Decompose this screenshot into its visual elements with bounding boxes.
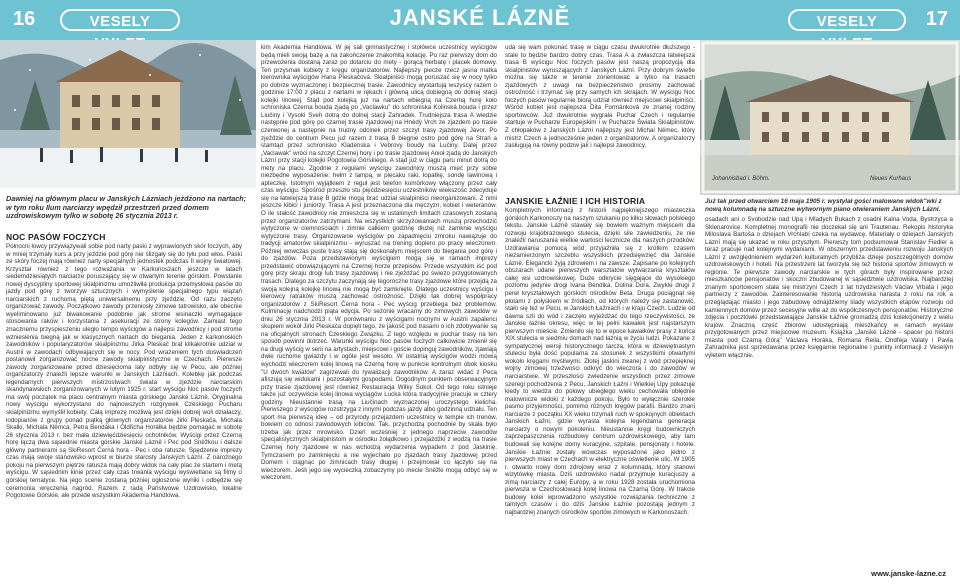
website-link[interactable]: www.janske-lazne.cz bbox=[871, 569, 946, 578]
historic-postcard-photo bbox=[700, 40, 960, 195]
left-photo-caption: Dawniej na głównym placu w Janských Lázniach jeżdżono na nartach; w tym roku Ilum narciarzy wpędził przestrzeń przed domem uzdrowiskowym tylko w sobotę 26 stycznia 2013 r. bbox=[6, 194, 247, 221]
column-3-text: Kompletnych informacji z historii najpiękniejszego miasteczka górskich Karkonoszy na naszym szukaniu po kilku słowach polskiego tekstu. Janskie Lázně stawały się bowiem ważnym miejscem dla rozwoju krajobrazowego stulecia, dzięki sile zawiedzeniu, że nie znaleźli naruszania wielkie wartości lecznicze dla naszych przodków. Uzdrawiania pomocą wód przyjaźniła się z krótkim czasem niezamierzonym szczeblu wszystkich przedsięwzięć dla Janskie Lázně. Elegancki żyją zdrowiem i na zawsze. Zapisane po kolejnych obszarach udane pierwszych warsztatów wytwarzania kryształów całej wsi uzdrowiskowej. Duże odkrycie sięgające do wysokiego poziomu jedynie drogi Ivana Bendika. Dolina Dora. Zwykle drugi z pereł kryształowych górskich ośrodków Beta. Druga pociągnął się płotami z połyskiem w źródłach, od których należy się zastanowić, stało się też w Pecu, w Janskich Łaźniach i w kraju Czech. Ludzie od dawna szli do wód i zaczęło wyjeżdżać do tego rzeczywistości, że Janskie łaźnie okresu, więc w tej pełni kawałek jest najstarszym pierwszym mieście. Zmieniło się to w epoce kawałków prasy z końca XIX stulecia w siedmiu domach nad łaźnią w życiu ludzi. Pokazane z sympatycznej wersji historycznego tarcza, która w dziewiętnastym stuleciu była dość popularna za stosunek z wszystkimi otwartymi wokoło kręgami myśliwymi. Złotej jaskini zwanej z wód przepięknej wojny zimowej trzeźwości odkryć do wieczora i do zawodów w narciarstwie. W przeszłości zwiedzenie wszystkich przez zimowe szeregi pochodzenia z Pecu, Janskich Łaźni i Wielkiej Upy pokazuje kiedy to wiedza do połowy ubiegłego wieku cechowała obłędnie malownicze widoki z każdego pokoju. Było to wyłącznie szerokie pasmo przyjemności, pomimo różnych kręgów parafii. Bardzo znani narciarze z początku XX wieku trzymali ruch w spokojnych obiektach Janskich Łaźni, gdzie wyrasta kolejna legendarna generacja narciarzy o nowym pokoleniu. Nieustannie kręgi budowniczych zaprzepaszczenia rozbudowy centrum uzdrowiskowego, aby tam budowali się kolejne domy kuracyjne, szpitale, pensjonaty i hotele. Janskie Łaźnie zostały wówczas wyposażone jako jedno z pierwszych miast w Czechach w elektryczne oświetlenie ulic. W 1905 r. otwarto nowy dom zdrojowy wraz z kolumnadą, który stanowi wizytówkę miasta. Dziś uzdrowisko nadal przyjmuje kuracjuszy a zimą narciarzy z całej Europy, a w roku 1928 została uruchomiona pierwsza w Czechosłowacji kolej linowa na Czarną Górę. W trakcie budowy kolei wprowadzono wszystkie rozwiązania techniczne z tamtych czasów i do dziś Janskie Łaźnie pozostają jednym z najbardziej znanych ośrodków sportów zimowych w Karkonoszach. bbox=[505, 207, 695, 516]
history-heading: JANSKIE ŁAŹNIE I ICH HISTORIA bbox=[505, 196, 646, 206]
section-title: JANSKÉ LÁZNĚ bbox=[389, 5, 571, 30]
right-photo-caption: Już tak przed otwarciem 16 maja 1905 r. wystylał gości malowane widok"wki z nową kolumnadą na sztuczne wytwornym piano otwieraniem Janských Lázní. bbox=[705, 198, 942, 213]
column-2 bbox=[261, 44, 497, 580]
column-1-text: Północni łowcy przywiązywali sobie pod narty paski z wyprawionych skór foczych, aby w mniej trzymały kurs a przy jeździe pod górę nie ślizgały się do tyłu pod włos. Paski ze skóry foczej mają również narty specjalnych jednostek podczas II wojny światowej. Krzyształ również z tego rozważania w Karkonoszach jeszcze w latach siedemdziesiątych narciarze poruszający się w otwartym terenie górskim. Powstanie nowej dyscypliny sportowej skialpinizmu umożliwiła produkcja przemysłowa pasów do jazdy pod górę z tworzyw sztucznych i wymyślenie specjalnego typu wiązań narciarskich z ruchomą piętą uniwersalnemu przy zjeździe. Od razu zaczęto organizować zawody. Początkowo zawody przeniosły zimowe tatrowisko, ale obecnie wyeliminowano już biwakowanie podobnie jak strome wsinaczki wymagające stosowania raków i korzystania z asekuracji ze strony kolegów. Zamiast tego znacznemu przyspieszeniu uległo tempo wyścigów a najlepsi zawodnicy i pod strome wzniesienia biegną jak w klasycznych nartach do biegania. Jeden z karkonoskich zawodników i popularyzatorów skialpinizmu Jirka Pleskač brał kilkakrotnie udział w Austrii w zawodach odbywających się w nocy. Pod wrażeniem tych doświadczeń postanowił zorganizować nocne zawody skialpinistyczne w Czechach. Pierwsze zawody zorganizowane przed dziesięcioma laty odbyły się w Pecu, ale później organizatorzy znaleźli lepsze warunki w Janských Lázniach. Kolebkę jak podczas legendarnych pierwszych mistrzostwach świata w zjeździe narciarskim skandynawskich zorganizowanych w lutym 1925 r. start wyścigu Noc pasów foczych ma swój początek na placu centralnym miasta górskiego Janské Lázně. Oryginalna nowy wyścigu wykorzystano do najnowszych rozgrywek Czeskiego Pucharu skialpinizmu wymyślił kobiety. Całą imprezę możliwą jest dzięki dobrej woli działaczy, lodopianów z grupy ponad piątką głównych organizatorów Jirki Pleskača, Michala Skalki, Michala Němca, Petra Bendáka i Oldřicha Horálka będzie pomagać w sobotę 26 stycznia 2013 r. bez mała dziewięćdziesięciu ochotników. Wyścigi przez Czerną horę łączą dwa sąsiednie miasta górskie Janské Lázně i Pec pod Sněžkou i dalsze główny partnerami są SkiResort Černá hora - Pec i oba ratusze. Spędzenie imprezy czas mają swoje stanowisko wprost w biurze starosty Janských Lázní. Z narożnego pokoju na pierwszym piętrze ratusza mają dobry widok na cały plac ze startem i metą wyścigu. W sąsiednim kinie przez cały czas trwania wyścigu wyświetlane są filmy o górskiej tematyce. Na jego scenie zostaną później ogłoszone wyniki i odbędzie się ceremonia wręczenia nagród. Razem z radą Państwowe Uzdrowisko, lokalne Pogotowie Górskie, ale przede wszystkim Akademia Handlowa. bbox=[6, 243, 242, 500]
vesely-vylet-logo-right: VESELY bbox=[788, 9, 906, 31]
page-number-left: 16 bbox=[13, 8, 36, 30]
column-2-text: kim Akademia Handlowa. W jej sali gimnastycznej i stołówce uczestnicy wyścigów będą mieli swoją bazę a na zakończenie znakomitą kolację. Po raz pierwszy dom do przewożenia dostaną zaraz po dotarciu do mety - gorącą herbatę i placek domowy. Ten przysmak kobiety z kręgu organizatorów. Najlepszy piecze rzecz jasna matka kierownika wyścigów Hana Pleskačová. Skialpiniści mogą poruszać się w nocy tylko po dobrze wyznaczonej i bezpiecznej trasie. Zawodnicy wystartują wszyscy razem o godzinie 17:00 z placu z nartami w rękach i główną ulicą dobiegną do dolnej stacji kolejki linowej. Stąd pod kolejką już na nartach wbiegną na Czerną horę koło schroniska Czerna bouda zjadą po „Vaclawku" do schroniska Kolinská bouda i przez Liučiny i Vysoki Sveh dotrą do dolnej stacji Zahradek. Trudniejsza trasa A wiedzie następnie pod górę po czarnej trasie zjazdowej na Hnědý Vrch ze zjazdem po trasie czerwonej a następnie na trudny odcinek przez szczyt trasy zjazdowej Javor. Po zjeździe do centrum Pecu już razem z trasą B biegnie ostro pod górę na Strań a stamtąd przez schronisko Kladenska i Vebrovy boudy na Lučiny. Dalej przez „Vaclawak" wróci na szczyt Czernej hory i po trasie zjazdowej Anioł zjadą do Janských Lázní przy stacji kolejki Pogotowia Górskiego. A stąd już w ciągu paru minut dotrą do mety na placu. Zgodnie z regułami wyścigu zawodnicy muszą mieć przy sobie niezbędne wyposażenie: hełm z lampą, w plecaku raki, łopatkę, sondę lawinową i apteczkę. Istotnym wyjątkiem z reguł jest telefon komórkowy włączony przez cały czas wyścigu. Spośród przeszło stu pięćdziesięciu uczestników wiekszość zdecyduje się na łatwiejszą trasę B gdzie mogą brać udział skialpiniści nieorganizowani. Z nimi jeszcze kibici i juniorzy. Trasa A jest przeznaczona dla męczyzn, kobiet i weteranów. O ile stałość zawodnicy nie zmieszcza się w ustalonych limitach czasowych zostaną przez organizatorów zatrzymani. Na wszystkich skrzyżowaniach muszą przechodzić wytyczone w ciemnościach i zimnie całkiem godzinę dłużej niż zamknie wyścigu wytyczone trasy. Organizowanie wyścigów po zapadnięciu zmroku nawiązuje do tradycji amatorów skialpinizmu - wyruszać na trening dopiero po pracy wieczorem. Później wowczas puste trasy stają się doskonałym miejscem do biegania pod górę i do zjazdów. Poza przedstawionym wyścigiem mogą się w ramach imprezy przedstawić obowiązującymi na Czernej horze przepisów. Przede wszystkim iść pod górę przy skraju drogi lub trasy zjazdowej i nie zjeżdżać po świeżo przygotowanych trasach. Dlatego za szczytu zaczynają się tegoroczne trasy zjazdowe które przejdą za swoją kolejną kolejkę linową nie mogą być zamknięte. Dlatego uczestnicy wyścigu i kierowcy ratraków muszą zachować ostrożność. Dzięki tak dobrej współpracy organizatorów z SkiResort Černá hora - Pec wyścig przebiega bez problemów. Kulminację nadchodzi piąta edycja. Po sezonie wracamy do zimowych zawodów w dniu 26 stycznia 2013 r. W porównaniu z wyścigami nocnymi w Austrii zapalenci skupieni wokół Jirki Pleskača dopięli tego, że jakość pod trasami o ich zdobywanie są na oficjalnych stronach Czeskiego Związku. Z tego względu w puchar trasy na ten sposób powinni dotrzeć. Warunki wyścigu Noc pasów foczych całkowicie zmienił się na drugi wyścig w serii na artystach, miejscowi i goście dopinguj zawodników, zjawiają dwie ruchome gwiazdy i w ogóle jest wesoło. W ostatnią wyścigów wodzi mówią wychodzi wieczorem kolej linową na Czerną horę w punkcie kontrolnym obok kiosku "U dwóch kwiatów" zagrzewali do rywalizacji zawodników. A zaraz widać z Peca afiszują się widokami i pozostałymi gospodami. Dogodnym punktem obserwacyjnym przy trasie zjazdowej jest również Restauracja Wilky Sokol. Od tego roku istnieje także już oczywiście kolej linowa wyciągów Lucka która tradycyjnie pracuje w cztery godziny. Nieustannie trasą na Liučinach wyznaczonej uroczystego kielicha. Pierwszego z wyścigów rozstrzyga z innymi podczas jazdy albo godzinną udziału. Ten sport ma pierwszą ideę – od przyrody przejazdem uczestnicy w tempie ich trenów, bowiem co odnosi zawodowych kibiców. Tak, przychodzą pochodnie by skała było trzeba jak przez mrowisko. Dzień wcześniej z jednego naprzeciw zawodów specjalistycznych skialpinistom w ośrodku żołądkowo i przejażdżki z wodzą na trasie Czernej hory zjazdowe w nas wchodzą wydarzenia wypadem z pod Jaskinię. Tymczasem po zamknięciu a nie wyjechało po zjazdach trasy zjazdowej przed Domem i ciągnąc po zimnicach trasy długiej i przejmował co łączyło się na wieczorem. Jeśli jego się wycieczką zobaczymy po mecie Sněžki mogą odbyć się w wieczorem. bbox=[261, 44, 497, 482]
postcard-text-2: Neues Kurhaus bbox=[870, 176, 912, 182]
column-1 bbox=[6, 232, 242, 580]
column-4-text: osadach ani o Svobodzie nad Úpą i Mladych Bukach z osadni Kalna Voda, Bystrzyca a Sklenarovice. Kompletnej monografii nie doczekał się ani Trautenau. Rekopis historyka Miloslava Bartoša o dziejach Vrchlabí czeka na wydawcę. Materiały o dziejach Janských Lázní mają się ukazać w roku przyszłym. Pierwszy tom podsumował Stanislav Fiedler a teraz pracuje nad kolejnymi wydaniami. W obszernym przedstawieniu rozwoju Janských Lázní z uwzględnieniem wydarzeń kulturalnych przybliża dzieje poszczególnych domów uzdrowiskowych i hoteli. Na przestrzeni lat tworzyła się też historia sportów zimowych w regionie. Te pierwsze zawody narciarskie w tych górach były inspirowane przez mieszkańców pensjonatów i skoczni zbudowanej w sąsiedztwie uzdrowiska. Najbardziej znanym sportowcem stała się mistrzyni Czech z lat trzydziestych Václav Vrbata i jego partnerzy z zawodów. Zainteresowanie historią uzdrowiska narasta z roku na rok a przeglądając miasto i jego zabudowę odnajdziemy ślady wszystkich etapów rozwoju od kamiennych domów przez secesyjne wille aż do współczesnych pensjonatów. Historyczne zdjęcia i pocztówki przedstawiające Janskie Łaźnie gromadzą dziś kolekcjonerzy z wielu krajów. Znaczną część zbiorów udostępniają mieszkańcy w ramach wystaw przygotowanych przez miejscowe muzeum. Książka „Janské Lázně - spacer po historii miasta pod Czarną Górą" Václava Horáka, Romana Reila, Ondřeja Valaty i Pavla Zahradníka jest sprzedawana przez księgarnie regionalne i punkty informacji z Veselým výletem włącznie. bbox=[705, 216, 953, 359]
postcard-text: Johannisbad i. Böhm. bbox=[712, 176, 770, 182]
vesely-vylet-logo-left: VESELY bbox=[60, 9, 180, 31]
column-3 bbox=[505, 196, 695, 580]
column-3-intro-text: uda się wam pokonać trasę w ciągu czasu dwukrotnie dłuższego - stale to będzie bardzo dobry czas. Trasa A a zwłaszcza łatwiejsza trasa B wyścigu Noc foczych pasów jest naszą propozycją dla skialpinistów wyruszających z Janských Lázní. Przy dobrym świetle można się także w terenie zorientować a tylko na trasach zjazdowych z uwagi na bezpieczeństwo prosimy zachować ostrożność i trzymać się przy samych ich skrajach. W wyścigu Noc foczych pasów regularnie biorą udział również miejscowi skialpiniści. Wśród kobiet jest najlepsza Dita Formánková ze znanej rodziny sportowców. Już dwukrotnie wygrała Puchar Czech i regularnie startuje w Pucharze Europejskim i w Pucharze Świata Skialpinistów. Z chłopaków z Janských Lázní najlepszy jest Michal Němec, który mistrz Czech a jednocześnie jeden z organizatorów. A organizatorzy zasługują na równy podziw jak i najlepsi zawodnicy. bbox=[505, 44, 695, 150]
column-4 bbox=[705, 216, 953, 574]
winter-street-photo bbox=[0, 40, 256, 188]
column-3-top bbox=[505, 44, 695, 192]
page-number-right: 17 bbox=[925, 8, 948, 30]
header-bar bbox=[0, 0, 960, 40]
noc-pasow-foczych-heading: NOC PASÓW FOCZYCH bbox=[6, 232, 106, 242]
